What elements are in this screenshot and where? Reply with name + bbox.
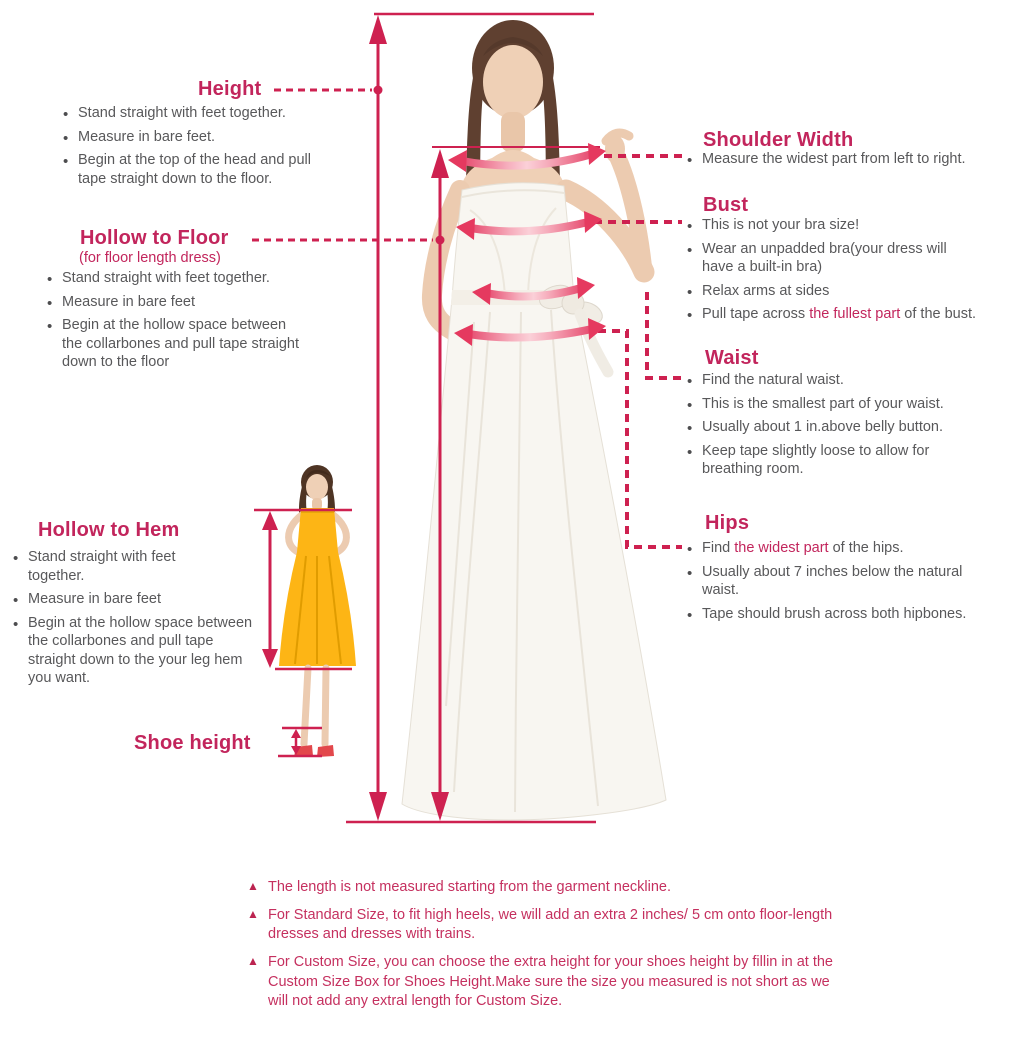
highlighted-phrase: the fullest part xyxy=(809,306,901,323)
bust-instructions-list xyxy=(686,216,1015,329)
instruction-item: • Begin at the top of the head and pull tape straight down to the floor. xyxy=(62,151,324,188)
waist-connector xyxy=(647,292,682,378)
instruction-item: • Measure the widest part from left to right. xyxy=(686,150,1015,169)
instruction-item: • Measure in bare feet xyxy=(46,293,308,312)
waist-instructions-list xyxy=(686,371,1015,484)
instruction-item: • Wear an unpadded bra(your dress will have a built-in bra) xyxy=(686,240,970,277)
height-section-title: Height xyxy=(198,78,262,100)
note-item: ▲ For Custom Size, you can choose the extra height for your shoes height by fillin in at the Custom Size Box for Shoes Height.Make sure the size you measured is not short as we will not add any extral length for Custom Size. xyxy=(247,953,846,1010)
instruction-item: • Measure in bare feet xyxy=(12,590,262,609)
hollow-to-hem-instructions-list xyxy=(12,548,262,693)
instruction-item: • Relax arms at sides xyxy=(686,282,1015,301)
instruction-item: • Begin at the hollow space between the collarbones and pull tape straight down to the your leg hem you want. xyxy=(12,614,262,688)
height-measure-line xyxy=(369,15,387,821)
instruction-item: • Keep tape slightly loose to allow for breathing room. xyxy=(686,442,964,479)
instruction-item: • Tape should brush across both hipbones. xyxy=(686,605,1015,624)
hips-instructions-list xyxy=(686,539,1015,628)
bust-section-title: Bust xyxy=(703,194,749,216)
instruction-item xyxy=(686,305,1015,324)
shoulder-width-instructions-list xyxy=(686,150,1015,174)
instruction-item: • Stand straight with feet together. xyxy=(62,104,324,123)
note-item: ▲ For Standard Size, to fit high heels, we will add an extra 2 inches/ 5 cm onto floor-length dresses and dresses with trains. xyxy=(247,906,846,944)
instruction-item: • This is the smallest part of your waist. xyxy=(686,395,1015,414)
shoe-height-section-title: Shoe height xyxy=(134,732,251,754)
bullet-text: of the bust. xyxy=(900,306,977,323)
instruction-item: • Stand straight with feet together. xyxy=(12,548,206,585)
hollow-to-floor-instructions-list xyxy=(46,269,308,377)
bullet-text: Find xyxy=(702,540,735,556)
instruction-item: • Stand straight with feet together. xyxy=(46,269,308,288)
instruction-item: • Usually about 1 in.above belly button. xyxy=(686,418,1015,437)
instruction-item: • Find the natural waist. xyxy=(686,371,1015,390)
hollow-to-hem-section-title: Hollow to Hem xyxy=(38,519,180,541)
bullet-text: of the hips. xyxy=(828,540,904,556)
note-item: ▲ The length is not measured starting from the garment neckline. xyxy=(247,878,846,897)
instruction-item xyxy=(686,539,1015,558)
instruction-item: • Measure in bare feet. xyxy=(62,128,324,147)
instruction-item: • This is not your bra size! xyxy=(686,216,1015,235)
hollow-to-floor-subtitle: (for floor length dress) xyxy=(79,250,221,266)
footer-notes xyxy=(247,878,847,1020)
hips-section-title: Hips xyxy=(705,512,750,534)
hollow-to-floor-section-title: Hollow to Floor xyxy=(80,227,229,249)
instruction-item: • Begin at the hollow space between the collarbones and pull tape straight down to the floor xyxy=(46,316,308,372)
highlighted-phrase: the widest part xyxy=(734,540,829,556)
shoulder-width-section-title: Shoulder Width xyxy=(703,129,854,151)
bullet-text: Pull tape across xyxy=(702,306,810,323)
waist-section-title: Waist xyxy=(705,347,759,369)
height-instructions-list xyxy=(62,104,324,193)
instruction-item: • Usually about 7 inches below the natural waist. xyxy=(686,563,994,600)
